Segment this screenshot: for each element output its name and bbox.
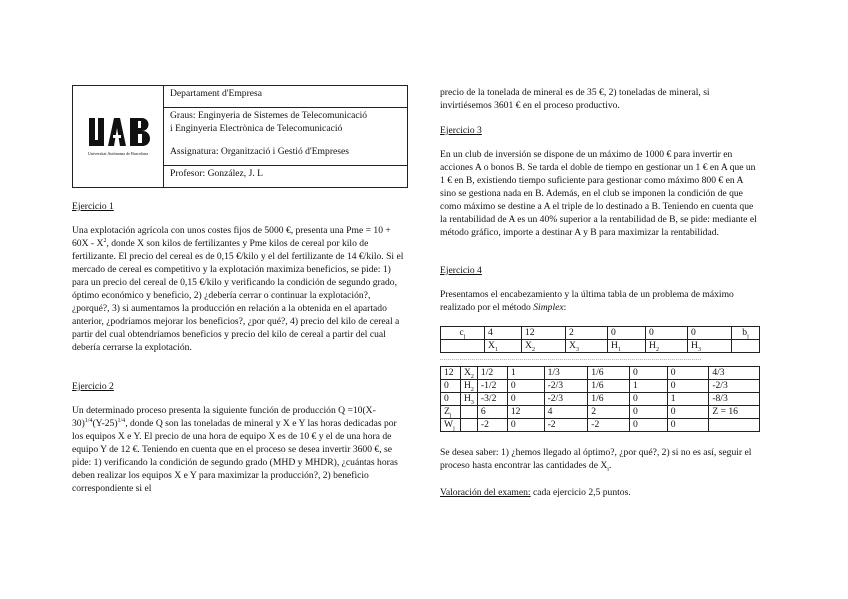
ex3-title: Ejercicio 3 xyxy=(440,125,482,136)
evaluation xyxy=(440,486,760,499)
ex3-block xyxy=(440,124,760,239)
ex1-text: Una explotación agrícola con unos costes fijos de 5000 €, presenta una Pme = $10 + 60X - X^2$, donde X son kilos de fertilizantes y Pme kilos de cereal por kilo de fertilizante. El precio del cereal es de 0,15 €/kilo y el del fertilizante de 14 €/kilo. Si el mercado de cereal es competitivo y la explotación maximiza beneficios, se pide: 1) para un precio del cereal de 0,15 €/kilo y verificando la condición de segundo grado, óptimo económico y beneficio, 2) ¿debería cerrar o continuar la explotación?, ¿porqué?, 3) si aumentamos la producción en relación a la obtenida en el apartado anterior, ¿podríamos mejorar los beneficios?, ¿por qué?, 4) precio del kilo de cereal a partir del cual obtendríamos beneficios y precio del kilo de cereal a partir del cual debería cerrarse la explotación. xyxy=(72,225,404,354)
table-cell: 0 xyxy=(630,367,668,380)
left-column xyxy=(72,200,408,355)
table-cell: -2 xyxy=(588,419,630,432)
table-row xyxy=(441,380,760,393)
table-cell: 0 xyxy=(507,419,544,432)
table-cell: -2/3 xyxy=(544,393,588,406)
table-row xyxy=(441,393,760,406)
assignatura: Assignatura: Organització i Gestió d'Empreses xyxy=(170,146,349,158)
header-box xyxy=(72,85,408,188)
table-cell: -8/3 xyxy=(709,393,760,406)
table-cell: -2/3 xyxy=(709,380,760,393)
header-info xyxy=(164,86,407,187)
table-cell xyxy=(460,419,477,432)
table-cell: $Z_j$ xyxy=(441,406,461,419)
table-cell: -3/2 xyxy=(477,393,507,406)
ex4-title: Ejercicio 4 xyxy=(440,265,482,276)
ex2-text: Un determinado proceso presenta la siguiente función de producción $Q =10(X-30)^{1/4}(Y-25)^{1/4}$, donde Q son las toneladas de mineral y X e Y las horas dedicadas por los equipos X e Y. El precio de una hora de equipo X es de 10 € y el de una hora de equipo Y de 12 €. Teniendo en cuenta que en el proceso se desea invertir 3600 €, se pide: 1) verificando la condición de segundo grado (MHD y MHDR), ¿cuántas horas deben realizar los equipos X e Y para maximizar la producción?, 2) beneficio correspondiente si el xyxy=(72,405,398,495)
table-row: $X_1$ $X_2$ $X_3$ $H_1$ $H_2$ $H_3$ xyxy=(441,340,760,353)
table-cell: $X_2$ xyxy=(460,367,477,380)
table-row: $c_j$ 4 12 2 0 0 0 $b_j$ xyxy=(441,327,760,340)
table-cell: 0 xyxy=(630,406,668,419)
table-cell: 0 xyxy=(507,380,544,393)
table-cell xyxy=(460,406,477,419)
ex2-block xyxy=(72,380,408,495)
table-cell: 0 xyxy=(507,393,544,406)
table-cell: 0 xyxy=(441,393,461,406)
table-cell: $H_3$ xyxy=(460,393,477,406)
table-cell: 2 xyxy=(588,406,630,419)
graus-line-2: i Enginyeria Electrònica de Telecomunicació xyxy=(170,123,343,135)
table-cell: $W_j$ xyxy=(441,419,461,432)
table-cell: 12 xyxy=(507,406,544,419)
ex2-title: Ejercicio 2 xyxy=(72,381,114,392)
table-cell: $H_2$ xyxy=(460,380,477,393)
table-cell: Z = 16 xyxy=(709,406,760,419)
evaluation-block xyxy=(440,486,760,499)
simplex-header-table xyxy=(440,326,760,353)
table-cell: 0 xyxy=(667,380,709,393)
uab-logo-icon xyxy=(86,116,150,150)
logo-subtitle: Universitat Autònoma de Barcelona xyxy=(87,151,149,157)
evaluation-label: Valoración del examen: xyxy=(440,487,531,498)
table-cell: 6 xyxy=(477,406,507,419)
table-cell: 4/3 xyxy=(709,367,760,380)
table-cell: 1/2 xyxy=(477,367,507,380)
table-row xyxy=(441,406,760,419)
evaluation-text: cada ejercicio 2,5 puntos. xyxy=(530,487,631,498)
graus-line-1: Graus: Enginyeria de Sistemes de Telecomunicació xyxy=(170,110,368,121)
table-cell: 0 xyxy=(667,367,709,380)
table-cell: 1/6 xyxy=(588,393,630,406)
table-cell: 1 xyxy=(507,367,544,380)
department: Departament d'Empresa xyxy=(164,86,407,108)
table-cell: 0 xyxy=(441,380,461,393)
course-info xyxy=(164,108,407,166)
table-cell: 0 xyxy=(630,419,668,432)
table-cell: 1/3 xyxy=(544,367,588,380)
table-cell: 4 xyxy=(544,406,588,419)
ex2-continuation: precio de la tonelada de mineral es de 35 €, 2) toneladas de mineral, si invirtiésemos 3601 € en el proceso productivo. xyxy=(440,87,710,112)
simplex-body-table xyxy=(440,366,760,432)
table-cell xyxy=(709,419,760,432)
professor: Profesor: González, J. L xyxy=(170,168,263,179)
ex2-continuation-block xyxy=(440,86,760,112)
ex4-intro: Presentamos el encabezamiento y la última tabla de un problema de máximo realizado por el método Simplex: xyxy=(440,289,734,314)
table-row xyxy=(441,419,760,432)
ex4-block xyxy=(440,264,760,504)
separator-dots: ................................................................................................................................... xyxy=(440,356,702,362)
table-cell: 1/6 xyxy=(588,380,630,393)
uab-logo xyxy=(73,86,164,187)
ex4-question: Se desea saber: 1) ¿hemos llegado al óptimo?, ¿por qué?, 2) si no es así, seguir el proceso hasta encontrar las cantidades de $X_i$. xyxy=(440,447,752,473)
table-row xyxy=(441,367,760,380)
table-cell: -1/2 xyxy=(477,380,507,393)
table-cell: -2 xyxy=(477,419,507,432)
table-cell: 12 xyxy=(441,367,461,380)
table-cell: 1 xyxy=(667,393,709,406)
table-cell: 0 xyxy=(667,406,709,419)
table-cell: 0 xyxy=(667,419,709,432)
ex1-title: Ejercicio 1 xyxy=(72,201,114,212)
table-cell: 0 xyxy=(630,393,668,406)
table-cell: -2/3 xyxy=(544,380,588,393)
table-cell: 1/6 xyxy=(588,367,630,380)
table-cell: -2 xyxy=(544,419,588,432)
ex3-text: En un club de inversión se dispone de un máximo de 1000 € para invertir en acciones A o bonos B. Se tarda el doble de tiempo en gestionar un 1 € en A que un 1 € en B, existiendo tiempo suficiente para gestionar como máximo 800 € en A sino se gestiona nada en B. Además, en el club se imponen la condición de que como máximo se destine a A el triple de lo destinado a B. Teniendo en cuenta que la rentabilidad de A es un 40% superior a la rentabilidad de B, se pide: mediante el método gráfico, importe a destinar A y B para maximizar la rentabilidad. xyxy=(440,149,757,239)
table-cell: 1 xyxy=(630,380,668,393)
